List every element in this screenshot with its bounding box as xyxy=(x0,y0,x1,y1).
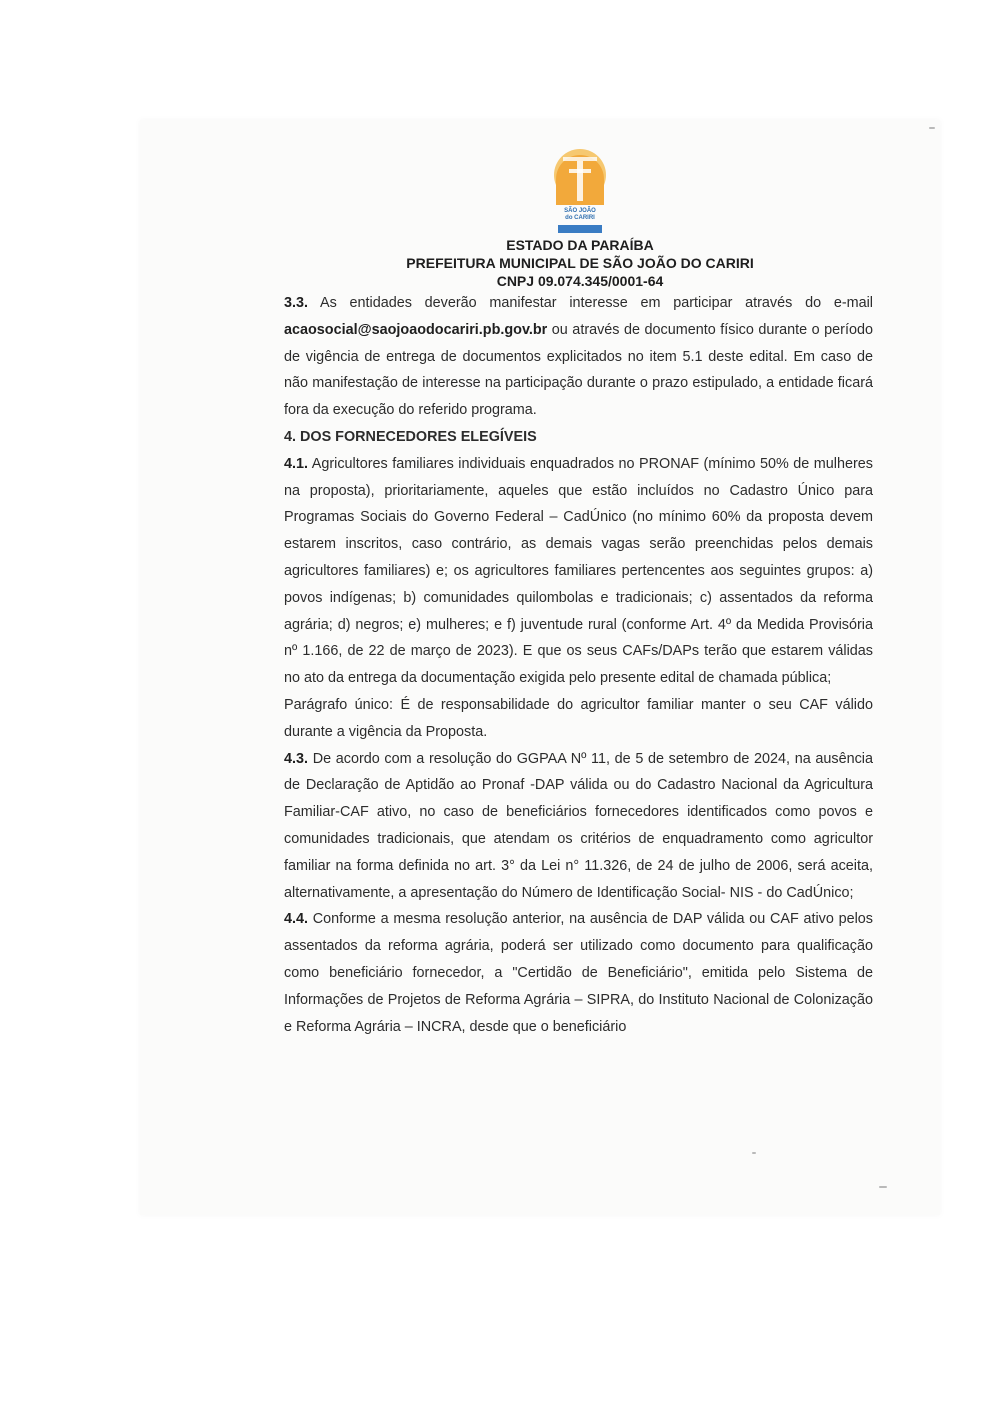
scan-speck xyxy=(879,1186,887,1188)
scan-speck xyxy=(752,1152,756,1154)
logo-caption: SÃO JOÃO do CARIRI xyxy=(564,208,596,221)
document-body xyxy=(284,290,873,1040)
item-4-4: 4.4. Conforme a mesma resolução anterior, na ausência de DAP válida ou CAF ativo pelos assentados da reforma agrária, poderá ser utilizado como documento para qualificação como beneficiário fornecedor, a "Certidão de Beneficiário", emitida pelo Sistema de Informações de Projetos de Reforma Agrária – SIPRA, do Instituto Nacional de Colonização e Reforma Agrária – INCRA, desde que o beneficiário xyxy=(284,911,873,1035)
state-name: ESTADO DA PARAÍBA xyxy=(506,237,654,253)
logo-band xyxy=(558,225,602,233)
municipality-name: PREFEITURA MUNICIPAL DE SÃO JOÃO DO CARIRI xyxy=(406,255,754,271)
item-4-1: 4.1. Agricultores familiares individuais enquadrados no PRONAF (mínimo 50% de mulheres na proposta), prioritariamente, aqueles que estão incluídos no Cadastro Único para Programas Sociais do Governo Federal – CadÚnico (no mínimo 60% da proposta devem estarem inscritos, caso contrário, as demais vagas serão preenchidas pelos demais agricultores familiares) e; os agricultores familiares pertencentes aos seguintes grupos: a) povos indígenas; b) comunidades quilombolas e tradicionais; c) assentados da reforma agrária; d) negros; e) mulheres; e f) juventude rural (conforme Art. 4º da Medida Provisória nº 1.166, de 22 de março de 2023). E que os seus CAFs/DAPs terão que estarem válidas no ato da entrega da documentação exigida pelo presente edital de chamada pública; xyxy=(284,455,873,687)
email-link[interactable]: acaosocial@saojoaodocariri.pb.gov.br xyxy=(284,321,548,338)
document-header xyxy=(284,236,876,290)
municipal-logo xyxy=(553,145,607,237)
paragrafo-unico: Parágrafo único: É de responsabilidade do agricultor familiar manter o seu CAF válido durante a vigência da Proposta. xyxy=(284,696,873,740)
item-4-3: 4.3. De acordo com a resolução do GGPAA Nº 11, de 5 de setembro de 2024, na ausência de Declaração de Aptidão ao Pronaf -DAP válida ou do Cadastro Nacional da Agricultura Familiar-CAF ativo, no caso de beneficiários fornecedores identificados como povos e comunidades tradicionais, que atendam os critérios de enquadramento como agricultor familiar na forma definida no art. 3° da Lei n° 11.326, de 24 de julho de 2006, será aceita, alternativamente, a apresentação do Número de Identificação Social- NIS - do CadÚnico; xyxy=(284,750,873,901)
section-4-title: 4. DOS FORNECEDORES ELEGÍVEIS xyxy=(284,428,537,445)
logo-cross xyxy=(577,161,583,201)
item-3-3: 3.3. As entidades deverão manifestar interesse em participar através do e-mail acaosocial@saojoaodocariri.pb.gov.br ou através de documento físico durante o período de vigência de entrega de documentos explicitados no item 5.1 deste edital. Em caso de não manifestação de interesse na participação durante o prazo estipulado, a entidade ficará fora da execução do referido programa. xyxy=(284,295,873,419)
cnpj-number: CNPJ 09.074.345/0001-64 xyxy=(496,273,664,289)
scan-speck xyxy=(929,127,935,129)
